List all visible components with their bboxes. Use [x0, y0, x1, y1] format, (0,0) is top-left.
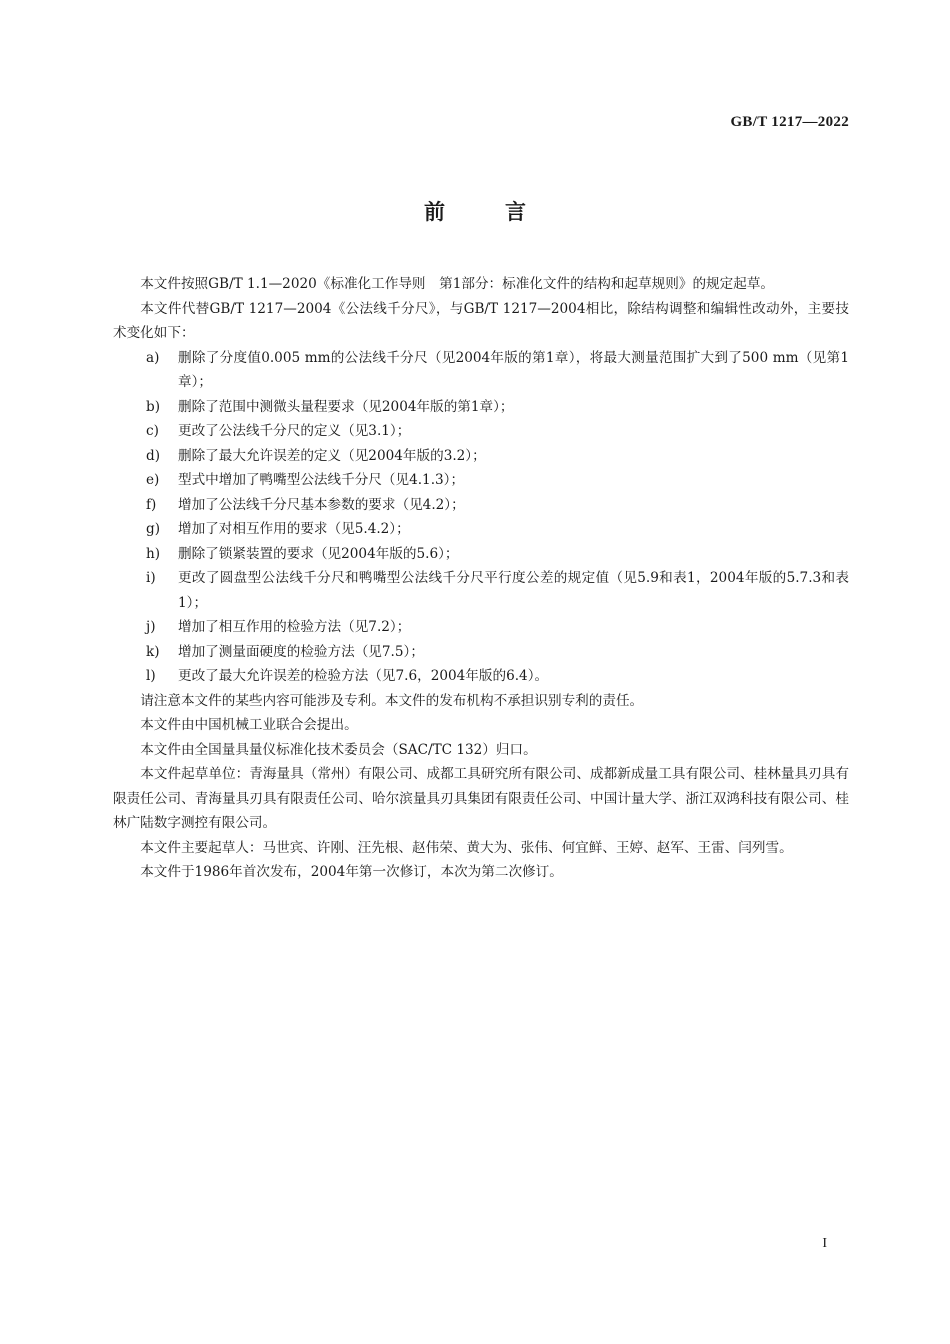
list-item-text: 增加了测量面硬度的检验方法（见7.5）；: [178, 643, 424, 660]
list-item-mark: g): [146, 521, 161, 537]
list-item: [113, 542, 849, 567]
list-item-text: 删除了最大允许误差的定义（见2004年版的3.2）；: [178, 447, 486, 464]
list-item: [113, 640, 849, 665]
list-item: [113, 419, 849, 444]
list-item-mark: c): [146, 423, 159, 439]
paragraph-patent-notice: 请注意本文件的某些内容可能涉及专利。本文件的发布机构不承担识别专利的责任。: [140, 692, 644, 709]
list-item-mark: a): [146, 349, 160, 366]
list-item: [113, 395, 849, 420]
list-item: [113, 615, 849, 640]
list-item-mark: h): [146, 545, 161, 562]
list-item-text: 增加了公法线千分尺基本参数的要求（见4.2）；: [178, 496, 465, 513]
changes-list: [113, 346, 849, 689]
list-item: [113, 566, 849, 615]
foreword-body: [113, 272, 849, 885]
list-item-mark: l): [146, 668, 156, 684]
list-item: [113, 517, 849, 542]
list-item-text: 型式中增加了鸭嘴型公法线千分尺（见4.1.3）；: [178, 472, 465, 488]
list-item-mark: k): [146, 643, 160, 660]
list-item: [113, 493, 849, 518]
list-item-text: 更改了公法线千分尺的定义（见3.1）；: [178, 423, 411, 439]
paragraph-replaces: 本文件代替GB/T 1217—2004《公法线千分尺》，与GB/T 1217—2004相比，除结构调整和编辑性改动外，主要技术变化如下：: [113, 300, 849, 341]
list-item-mark: b): [146, 398, 161, 415]
list-item-mark: e): [146, 472, 160, 488]
list-item-text: 删除了分度值0.005 mm的公法线千分尺（见2004年版的第1章），将最大测量范围扩大到了500 mm（见第1章）；: [178, 349, 849, 390]
title-char-2: 言: [505, 200, 526, 224]
list-item-text: 删除了锁紧装置的要求（见2004年版的5.6）；: [178, 545, 459, 562]
list-item-text: 删除了范围中测微头量程要求（见2004年版的第1章）；: [178, 398, 514, 415]
paragraph-drafting-rules: 本文件按照GB/T 1.1—2020《标准化工作导则 第1部分：标准化文件的结构和起草规则》的规定起草。: [140, 276, 775, 292]
page-number: I: [822, 1236, 827, 1251]
list-item: [113, 346, 849, 395]
paragraph-drafters: 本文件主要起草人：马世宾、许刚、汪先根、赵伟荣、黄大为、张伟、何宜鲜、王婷、赵军、王雷、闫列雪。: [140, 839, 793, 856]
paragraph-history: 本文件于1986年首次发布，2004年第一次修订，本次为第二次修订。: [140, 864, 563, 880]
paragraph-proposer: 本文件由中国机械工业联合会提出。: [140, 717, 358, 733]
paragraph-committee: 本文件由全国量具量仪标准化技术委员会（SAC/TC 132）归口。: [140, 741, 537, 758]
title-char-1: 前: [424, 200, 445, 224]
list-item: [113, 664, 849, 689]
list-item-mark: d): [146, 447, 161, 464]
paragraph-drafting-units: 本文件起草单位：青海量具（常州）有限公司、成都工具研究所有限公司、成都新成量工具有限公司、桂林量具刃具有限责任公司、青海量具刃具有限责任公司、哈尔滨量具刃具集团有限责任公司、中国计量大学、浙江双鸿科技有限公司、桂林广陆数字测控有限公司。: [113, 766, 849, 831]
list-item: [113, 444, 849, 469]
list-item-text: 更改了最大允许误差的检验方法（见7.6，2004年版的6.4）。: [178, 668, 549, 684]
list-item: [113, 468, 849, 493]
list-item-mark: f): [146, 496, 157, 513]
list-item-text: 更改了圆盘型公法线千分尺和鸭嘴型公法线千分尺平行度公差的规定值（见5.9和表1，2004年版的5.7.3和表1）；: [178, 570, 849, 611]
standard-code: GB/T 1217—2022: [730, 114, 849, 130]
list-item-text: 增加了对相互作用的要求（见5.4.2）；: [178, 521, 410, 537]
list-item-mark: j): [146, 619, 156, 635]
page-title: [0, 196, 950, 226]
list-item-mark: i): [146, 570, 156, 586]
list-item-text: 增加了相互作用的检验方法（见7.2）；: [178, 619, 411, 635]
